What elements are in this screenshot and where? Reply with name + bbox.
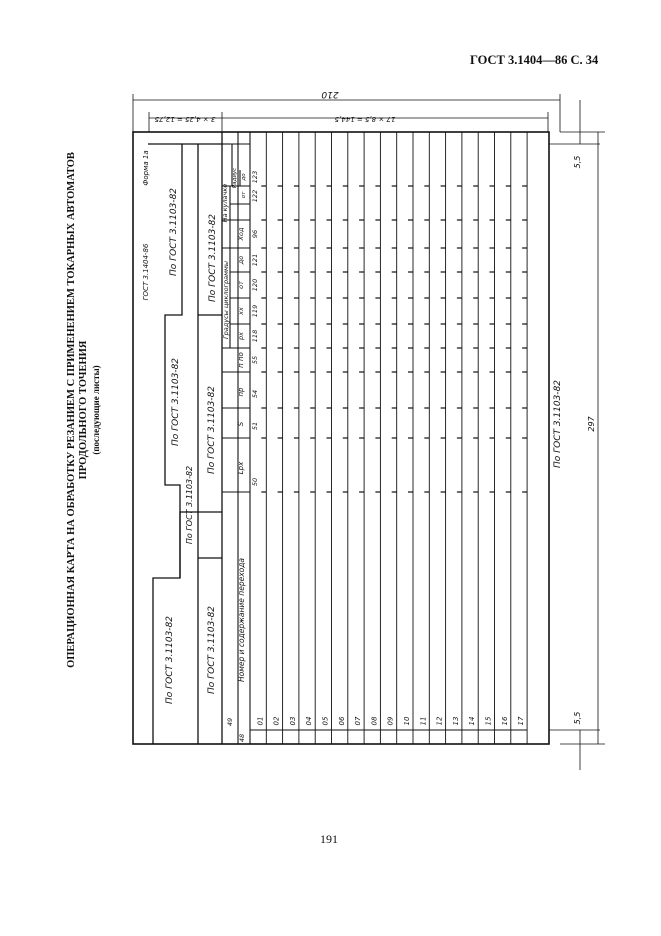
col-xod: Ход: [237, 227, 245, 241]
row-number: 07: [354, 716, 363, 726]
col-ot: от: [237, 281, 245, 289]
dim-210: 210: [321, 89, 339, 99]
col-graduses: Градусы циклограммы: [222, 260, 230, 340]
column-code: 54: [251, 389, 259, 399]
column-code: 121: [251, 253, 259, 267]
form-outer-frame: [133, 132, 549, 744]
col-content: Номер и содержание перехода: [237, 557, 246, 683]
gost-ref-stamp-7: По ГОСТ 3.1103-82: [169, 187, 179, 277]
row-number: 03: [288, 716, 297, 726]
row-number: 02: [272, 716, 281, 726]
dim-297: 297: [587, 416, 596, 432]
dim-55-top: 5,5: [573, 155, 582, 169]
form-label: Форма 1а: [142, 150, 150, 186]
page-number: 191: [320, 832, 338, 846]
col-radius: Радиус: [232, 167, 238, 189]
column-code: 118: [251, 329, 259, 343]
row-number: 14: [468, 716, 477, 726]
column-code: 50: [251, 477, 259, 487]
col-lpx: Lрх: [237, 461, 245, 475]
row-number: 12: [435, 716, 444, 726]
column-code: 119: [251, 304, 259, 318]
gost-ref-stamp-5: По ГОСТ 3.1103-82: [171, 357, 181, 447]
row-number: 09: [386, 716, 395, 726]
column-code: 122: [251, 189, 259, 203]
col-radius-ot: от: [241, 191, 247, 199]
gost-ref-stamp-3: По ГОСТ 3.1103-82: [185, 465, 194, 545]
title-line-2: ПРОДОЛЬНОГО ТОЧЕНИЯ: [78, 340, 89, 480]
title-line-3: (последующие листы): [91, 365, 101, 455]
page-header: ГОСТ 3.1404—86 С. 34: [470, 53, 599, 67]
row-number: 08: [370, 716, 379, 726]
col-kulachok: На кулачке: [221, 183, 229, 223]
row-numbers: [256, 716, 525, 725]
title-line-1: ОПЕРАЦИОННАЯ КАРТА НА ОБРАБОТКУ РЕЗАНИЕМ С ПРИМЕНЕНИЕМ ТОКАРНЫХ АВТОМАТОВ: [66, 152, 77, 668]
gost-ref-stamp-1: По ГОСТ 3.1103-82: [165, 615, 175, 705]
row-number: 01: [256, 716, 265, 726]
column-code: 51: [251, 421, 259, 431]
row-number: 16: [500, 716, 509, 726]
row-number: 10: [403, 716, 411, 726]
col-np: пр: [237, 387, 245, 397]
gost-ref-stamp-4: По ГОСТ 3.1103-82: [207, 385, 217, 475]
column-code: 120: [251, 278, 259, 292]
column-code: 123: [251, 170, 259, 184]
dim-left: 3 × 4,25 = 12,75: [154, 115, 216, 123]
col-radius-do: до: [241, 173, 247, 181]
row-number: 05: [321, 716, 330, 726]
standard-ref: ГОСТ 3.1404-86: [142, 243, 150, 301]
dim-55-bottom: 5,5: [573, 711, 582, 725]
col-xx: хх: [237, 307, 245, 315]
column-code: 48: [238, 733, 246, 743]
row-number: 06: [337, 716, 346, 726]
gost-ref-bottom: По ГОСТ 3.1103-82: [553, 379, 563, 469]
grid-rows: [250, 132, 527, 744]
row-number: 11: [419, 716, 428, 726]
row-number: 15: [484, 716, 493, 726]
column-code: 49: [226, 717, 234, 727]
column-code: 55: [251, 355, 259, 365]
row-number: 17: [517, 716, 526, 726]
row-number: 04: [305, 716, 314, 726]
column-code: 96: [251, 229, 259, 239]
gost-ref-stamp-6: По ГОСТ 3.1103-82: [208, 213, 218, 303]
col-px: рх: [237, 332, 245, 340]
row-number: 13: [451, 716, 460, 726]
gost-ref-stamp-2: По ГОСТ 3.1103-82: [207, 605, 217, 695]
col-do: до: [237, 255, 245, 265]
dimension-lines: [133, 94, 605, 770]
col-s: S: [237, 421, 245, 427]
col-npo: п по: [237, 352, 245, 368]
dim-grid: 17 × 8,5 = 144,5: [334, 115, 396, 123]
